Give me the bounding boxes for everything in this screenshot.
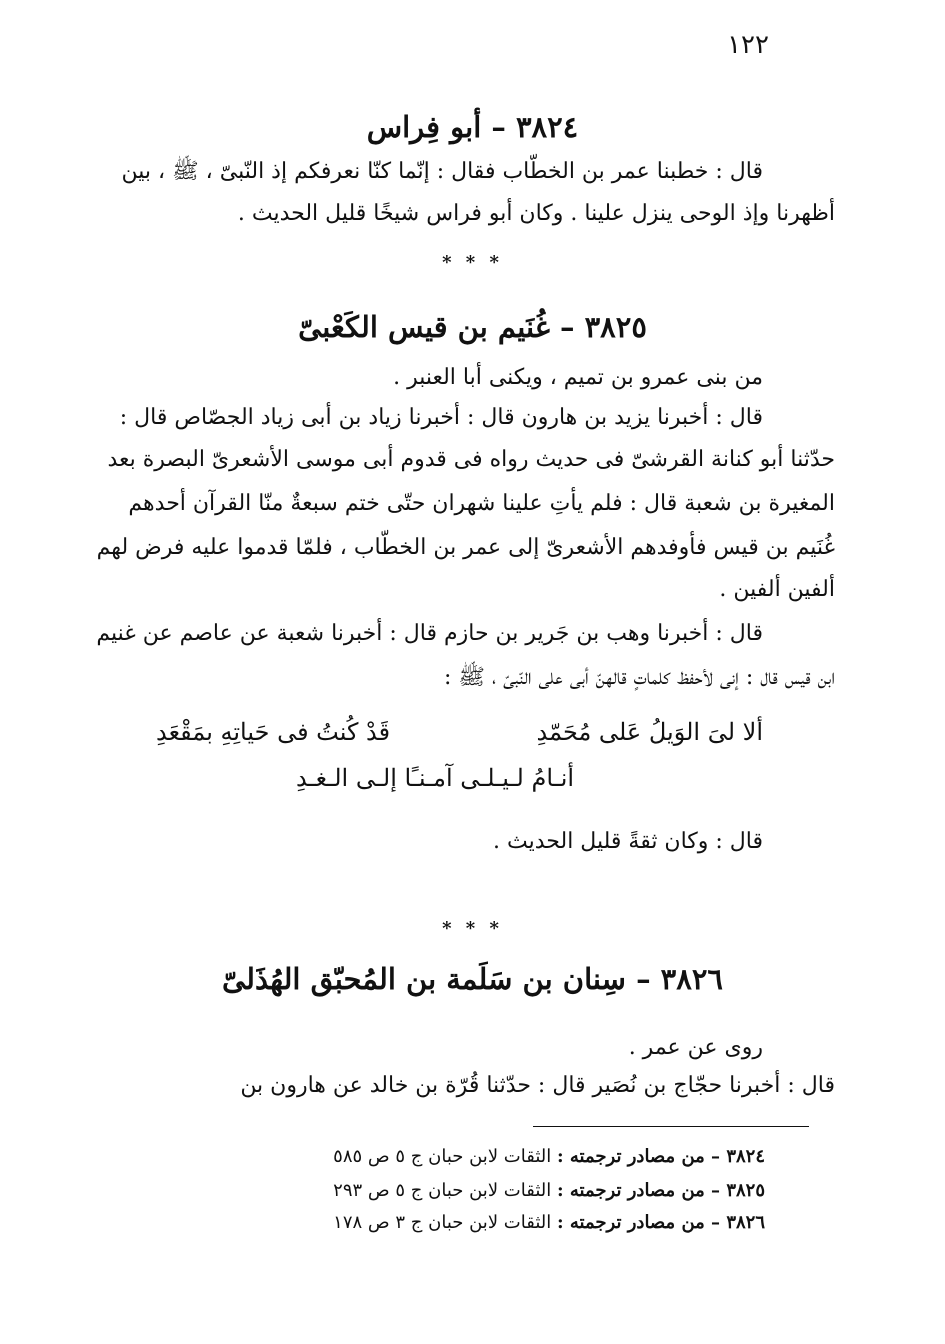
footnote-3824 — [333, 1146, 765, 1167]
footnote-label: ٣٨٢٥ – من مصادر ترجمته : — [557, 1180, 765, 1201]
entry-heading-3826: ٣٨٢٦ – سِنان بن سَلَمة بن المُحبّق الهُذَلىّ — [222, 962, 723, 996]
entry-3825-closing: قال : وكان ثقةً قليل الحديث . — [493, 829, 763, 854]
section-separator-2: * * * — [442, 918, 503, 939]
footnote-3825 — [333, 1180, 765, 1201]
verse-1-right-hemistich: ألا لىَ الوَيلُ عَلى مُحَمّدِ — [536, 718, 763, 746]
footnote-label: ٣٨٢٤ – من مصادر ترجمته : — [557, 1146, 765, 1167]
verse-1-left-hemistich: قَدْ كُنتُ فى حَياتِهِ بمَقْعَدِ — [156, 718, 391, 746]
entry-3825-line-1: من بنى عمرو بن تميم ، ويكنى أبا العنبر . — [393, 365, 763, 390]
entry-3826-line-1: روى عن عمر . — [628, 1035, 763, 1060]
footnote-label: ٣٨٢٦ – من مصادر ترجمته : — [557, 1212, 765, 1233]
entry-3825-line-2: قال : أخبرنا يزيد بن هارون قال : أخبرنا زياد بن أبى زياد الجصّاص قال : — [119, 405, 763, 430]
entry-3825-line-5: غُنَيم بن قيس فأوفدهم الأشعرىّ إلى عمر بن الخطّاب ، فلمّا قدموا عليه فرض لهم — [96, 535, 835, 560]
footnote-divider — [533, 1126, 809, 1127]
section-separator: * * * — [442, 252, 503, 273]
footnote-text: الثقات لابن حبان ج ٥ ص ٥٨٥ — [333, 1146, 552, 1167]
entry-3824-line-2: أظهرنا وإذ الوحى ينزل علينا . وكان أبو فراس شيخًا قليل الحديث . — [237, 201, 835, 226]
entry-3825-line-7: قال : أخبرنا وهب بن جَرير بن حازم قال : أخبرنا شعبة عن عاصم عن غنيم — [96, 621, 763, 646]
entry-3825-line-8: ابن قيس قال : إنى لأحفظ كلماتٍ قالهنّ أبى على النّبىّ ، ﷺ : — [443, 665, 835, 690]
entry-3824-line-1: قال : خطبنا عمر بن الخطّاب فقال : إنّما كنّا نعرفكم إذ النّبىّ ، ﷺ ، بين — [121, 159, 763, 184]
entry-3826-line-2: قال : أخبرنا حجّاج بن نُصَير قال : حدّثنا قُرّة بن خالد عن هارون بن — [240, 1073, 835, 1098]
footnote-3826 — [333, 1212, 765, 1233]
entry-3825-line-3: حدّثنا أبو كنانة القرشىّ فى حديث رواه فى قدوم أبى موسى الأشعرىّ البصرة بعد — [107, 447, 835, 472]
verse-2: أنـامُ لـيـلـى آمـنـًا إلـى الـغـدِ — [296, 764, 575, 792]
footnote-text: الثقات لابن حبان ج ٣ ص ١٧٨ — [333, 1212, 552, 1233]
footnote-text: الثقات لابن حبان ج ٥ ص ٢٩٣ — [333, 1180, 552, 1201]
page-number: ١٢٢ — [727, 30, 769, 60]
entry-heading-3824: ٣٨٢٤ – أبو فِراس — [366, 110, 579, 144]
entry-heading-3825: ٣٨٢٥ – غُنَيم بن قيس الكَعْبىّ — [298, 310, 647, 344]
entry-3825-line-6: ألفين ألفين . — [719, 577, 835, 602]
entry-3825-line-4: المغيرة بن شعبة قال : فلم يأتِ علينا شهران حتّى ختم سبعةٌ منّا القرآن أحدهم — [128, 491, 835, 516]
